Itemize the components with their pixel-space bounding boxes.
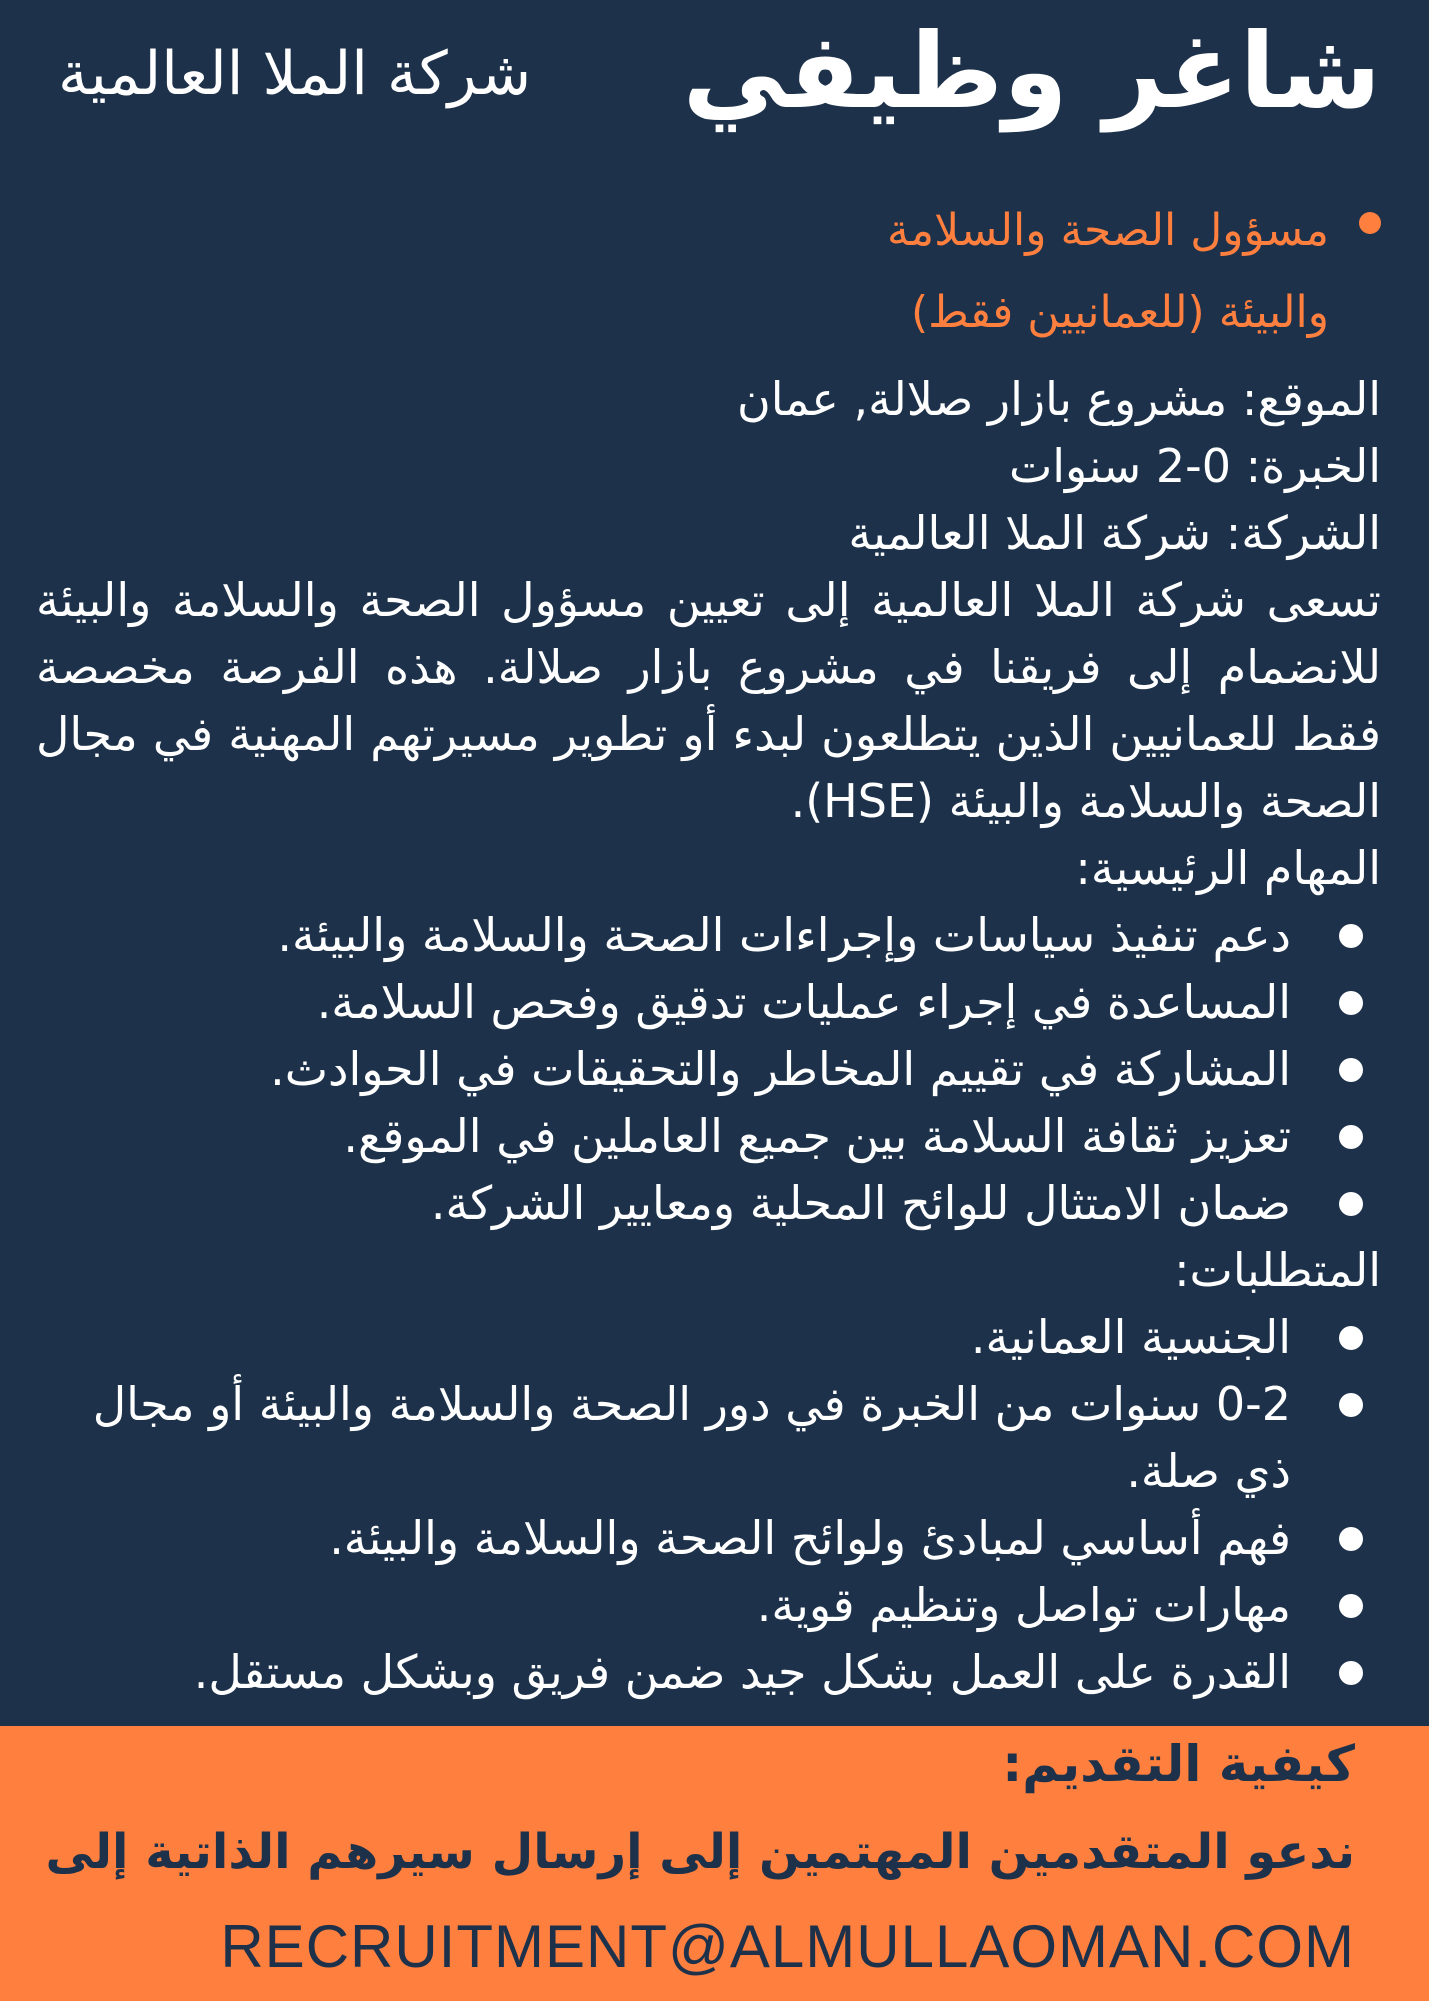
list-item (36, 1304, 1381, 1371)
list-item-text: المساعدة في إجراء عمليات تدقيق وفحص السلامة. (316, 975, 1291, 1029)
list-item (36, 1505, 1381, 1572)
bullet-icon (1339, 1058, 1363, 1082)
requirements-list (36, 1304, 1381, 1706)
experience-line: الخبرة: 0-2 سنوات (1008, 439, 1381, 493)
bullet-icon (1339, 1594, 1363, 1618)
list-item-text: ضمان الامتثال للوائح المحلية ومعايير الشركة. (430, 1176, 1291, 1230)
list-item-text: القدرة على العمل بشكل جيد ضمن فريق وبشكل مستقل. (193, 1645, 1291, 1699)
bullet-icon (1339, 924, 1363, 948)
responsibilities-heading: المهام الرئيسية: (1075, 841, 1381, 895)
apply-text: ندعو المتقدمين المهتمين إلى إرسال سيرهم الذاتية إلى (45, 1824, 1355, 1880)
list-item-text: فهم أساسي لمبادئ ولوائح الصحة والسلامة والبيئة. (329, 1511, 1291, 1565)
list-item-text: المشاركة في تقييم المخاطر والتحقيقات في الحوادث. (270, 1042, 1291, 1096)
list-item (36, 1572, 1381, 1639)
list-item (36, 1103, 1381, 1170)
bullet-icon (1339, 1661, 1363, 1685)
job-description: تسعى شركة الملا العالمية إلى تعيين مسؤول الصحة والسلامة والبيئة للانضمام إلى فريقنا في مشروع بازار صلالة. هذه الفرصة مخصصة فقط للعمانيين الذين يتطلعون لبدء أو تطوير مسيرتهم المهنية في مجال الصحة والسلامة والبيئة (HSE). (36, 573, 1381, 828)
bullet-icon (1339, 991, 1363, 1015)
company-name: شركة الملا العالمية (58, 39, 532, 109)
job-details (36, 366, 1381, 1706)
bullet-icon (1339, 1192, 1363, 1216)
requirements-heading: المتطلبات: (1174, 1243, 1381, 1297)
list-item-text: دعم تنفيذ سياسات وإجراءات الصحة والسلامة والبيئة. (277, 908, 1291, 962)
list-item-text: 0-2 سنوات من الخبرة في دور الصحة والسلامة والبيئة أو مجال ذي صلة. (92, 1377, 1291, 1498)
list-item (36, 969, 1381, 1036)
bullet-icon (1339, 1527, 1363, 1551)
bullet-icon (1359, 212, 1381, 234)
list-item (36, 1036, 1381, 1103)
list-item (36, 1371, 1381, 1505)
bullet-icon (1339, 1393, 1363, 1417)
list-item (36, 1639, 1381, 1706)
list-item (36, 902, 1381, 969)
list-item (36, 1170, 1381, 1237)
list-item-text: تعزيز ثقافة السلامة بين جميع العاملين في الموقع. (343, 1109, 1291, 1163)
list-item-text: مهارات تواصل وتنظيم قوية. (756, 1578, 1291, 1632)
position-title (681, 190, 1381, 354)
apply-heading: كيفية التقديم: (1002, 1735, 1355, 1793)
bullet-icon (1339, 1326, 1363, 1350)
header (0, 0, 1429, 150)
page-title: شاغر وظيفي (682, 10, 1381, 132)
bullet-icon (1339, 1125, 1363, 1149)
responsibilities-list (36, 902, 1381, 1237)
position-title-text: مسؤول الصحة والسلامة والبيئة (للعمانيين فقط) (886, 205, 1329, 338)
company-line: الشركة: شركة الملا العالمية (848, 506, 1381, 560)
apply-section (0, 1726, 1429, 2001)
list-item-text: الجنسية العمانية. (970, 1310, 1291, 1364)
location-line: الموقع: مشروع بازار صلالة, عمان (737, 372, 1381, 426)
recruitment-email[interactable]: RECRUITMENT@ALMULLAOMAN.COM (220, 1913, 1355, 1980)
